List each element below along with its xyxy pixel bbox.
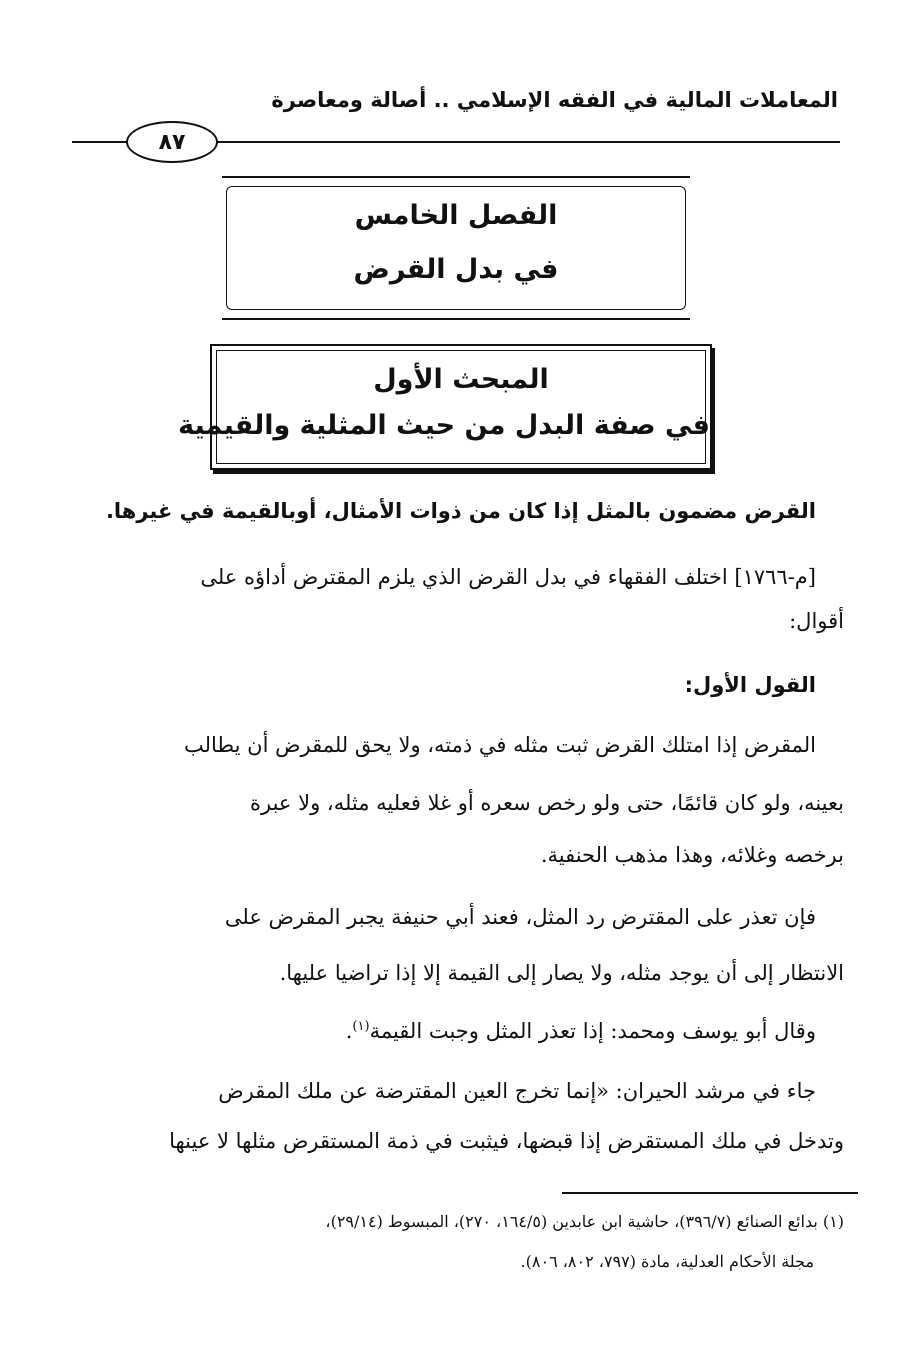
footnote-line: مجلة الأحكام العدلية، مادة (٧٩٧، ٨٠٢، ٨٠٦). bbox=[520, 1252, 814, 1271]
body-line: أقوال: bbox=[789, 609, 844, 633]
body-line: بعينه، ولو كان قائمًا، حتى ولو رخص سعره أو غلا فعليه مثله، ولا عبرة bbox=[250, 791, 844, 815]
running-header-title: المعاملات المالية في الفقه الإسلامي .. أصالة ومعاصرة bbox=[271, 88, 838, 112]
body-line: الانتظار إلى أن يوجد مثله، ولا يصار إلى القيمة إلا إذا تراضيا عليها. bbox=[279, 961, 844, 985]
body-line: برخصه وغلائه، وهذا مذهب الحنفية. bbox=[540, 843, 844, 867]
chapter-bottom-rule bbox=[222, 318, 690, 320]
footnote-separator bbox=[562, 1192, 858, 1194]
footnote-reference: (١) bbox=[352, 1019, 370, 1034]
body-text: وقال أبو يوسف ومحمد: إذا تعذر المثل وجبت القيمة bbox=[369, 1019, 816, 1043]
section-title-box bbox=[178, 344, 712, 470]
section-title: المبحث الأول bbox=[373, 364, 549, 395]
chapter-title-box bbox=[222, 176, 690, 320]
body-line: القرض مضمون بالمثل إذا كان من ذوات الأمثال، أوبالقيمة في غيرها. bbox=[105, 499, 816, 523]
page-number-oval bbox=[126, 121, 218, 163]
body-line: المقرض إذا امتلك القرض ثبت مثله في ذمته، ولا يحق للمقرض أن يطالب bbox=[184, 733, 816, 757]
body-text-end: . bbox=[345, 1019, 353, 1043]
footnote-line: (١) بدائع الصنائع (٣٩٦/٧)، حاشية ابن عابدين (١٦٤/٥، ٢٧٠)، المبسوط (٢٩/١٤)، bbox=[325, 1212, 844, 1231]
chapter-title: الفصل الخامس bbox=[354, 200, 558, 231]
body-line: وتدخل في ملك المستقرض إذا قبضها، فيثبت في ذمة المستقرض مثلها لا عينها bbox=[169, 1129, 844, 1153]
body-line bbox=[346, 1012, 816, 1046]
body-line: فإن تعذر على المقترض رد المثل، فعند أبي حنيفة يجبر المقرض على bbox=[224, 905, 816, 929]
section-subtitle: في صفة البدل من حيث المثلية والقيمية bbox=[178, 410, 710, 441]
subheading-first-view: القول الأول: bbox=[684, 673, 816, 697]
chapter-top-rule bbox=[222, 176, 690, 178]
page-number: ٨٧ bbox=[158, 129, 186, 155]
body-line: جاء في مرشد الحيران: «إنما تخرج العين المقترضة عن ملك المقرض bbox=[218, 1079, 816, 1103]
chapter-subtitle: في بدل القرض bbox=[353, 254, 559, 285]
body-line: [م-١٧٦٦] اختلف الفقهاء في بدل القرض الذي يلزم المقترض أداؤه على bbox=[200, 565, 816, 589]
